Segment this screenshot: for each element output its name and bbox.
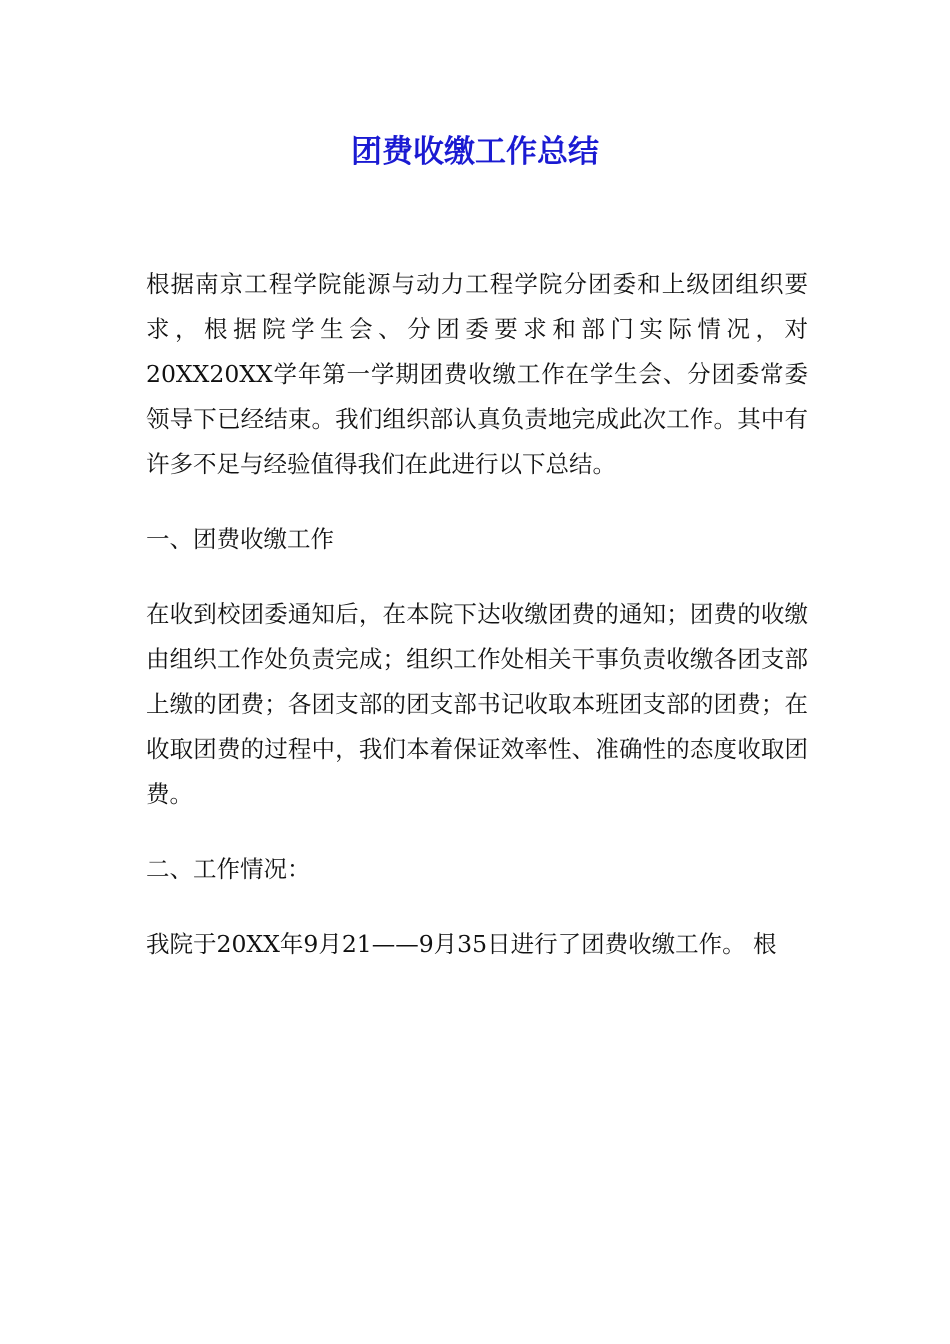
document-body xyxy=(146,262,808,997)
section-heading-work-status: 二、工作情况： xyxy=(146,855,311,883)
paragraph-work-status: 我院于20XX年9月21——9月35日进行了团费收缴工作。 根 xyxy=(146,930,777,958)
paragraph-intro: 根据南京工程学院能源与动力工程学院分团委和上级团组织要求，根据院学生会、分团委要求和部门实际情况，对20XX20XX学年第一学期团费收缴工作在学生会、分团委常委领导下已经结束。我们组织部认真负责地完成此次工作。其中有许多不足与经验值得我们在此进行以下总结。 xyxy=(146,270,808,478)
section-heading-collection-work: 一、团费收缴工作 xyxy=(146,525,334,553)
paragraph-collection-process: 在收到校团委通知后，在本院下达收缴团费的通知；团费的收缴由组织工作处负责完成；组织工作处相关干事负责收缴各团支部上缴的团费；各团支部的团支部书记收取本班团支部的团费；在收取团费的过程中，我们本着保证效率性、准确性的态度收取团费。 xyxy=(146,600,808,808)
document-title: 团费收缴工作总结 xyxy=(351,134,599,170)
